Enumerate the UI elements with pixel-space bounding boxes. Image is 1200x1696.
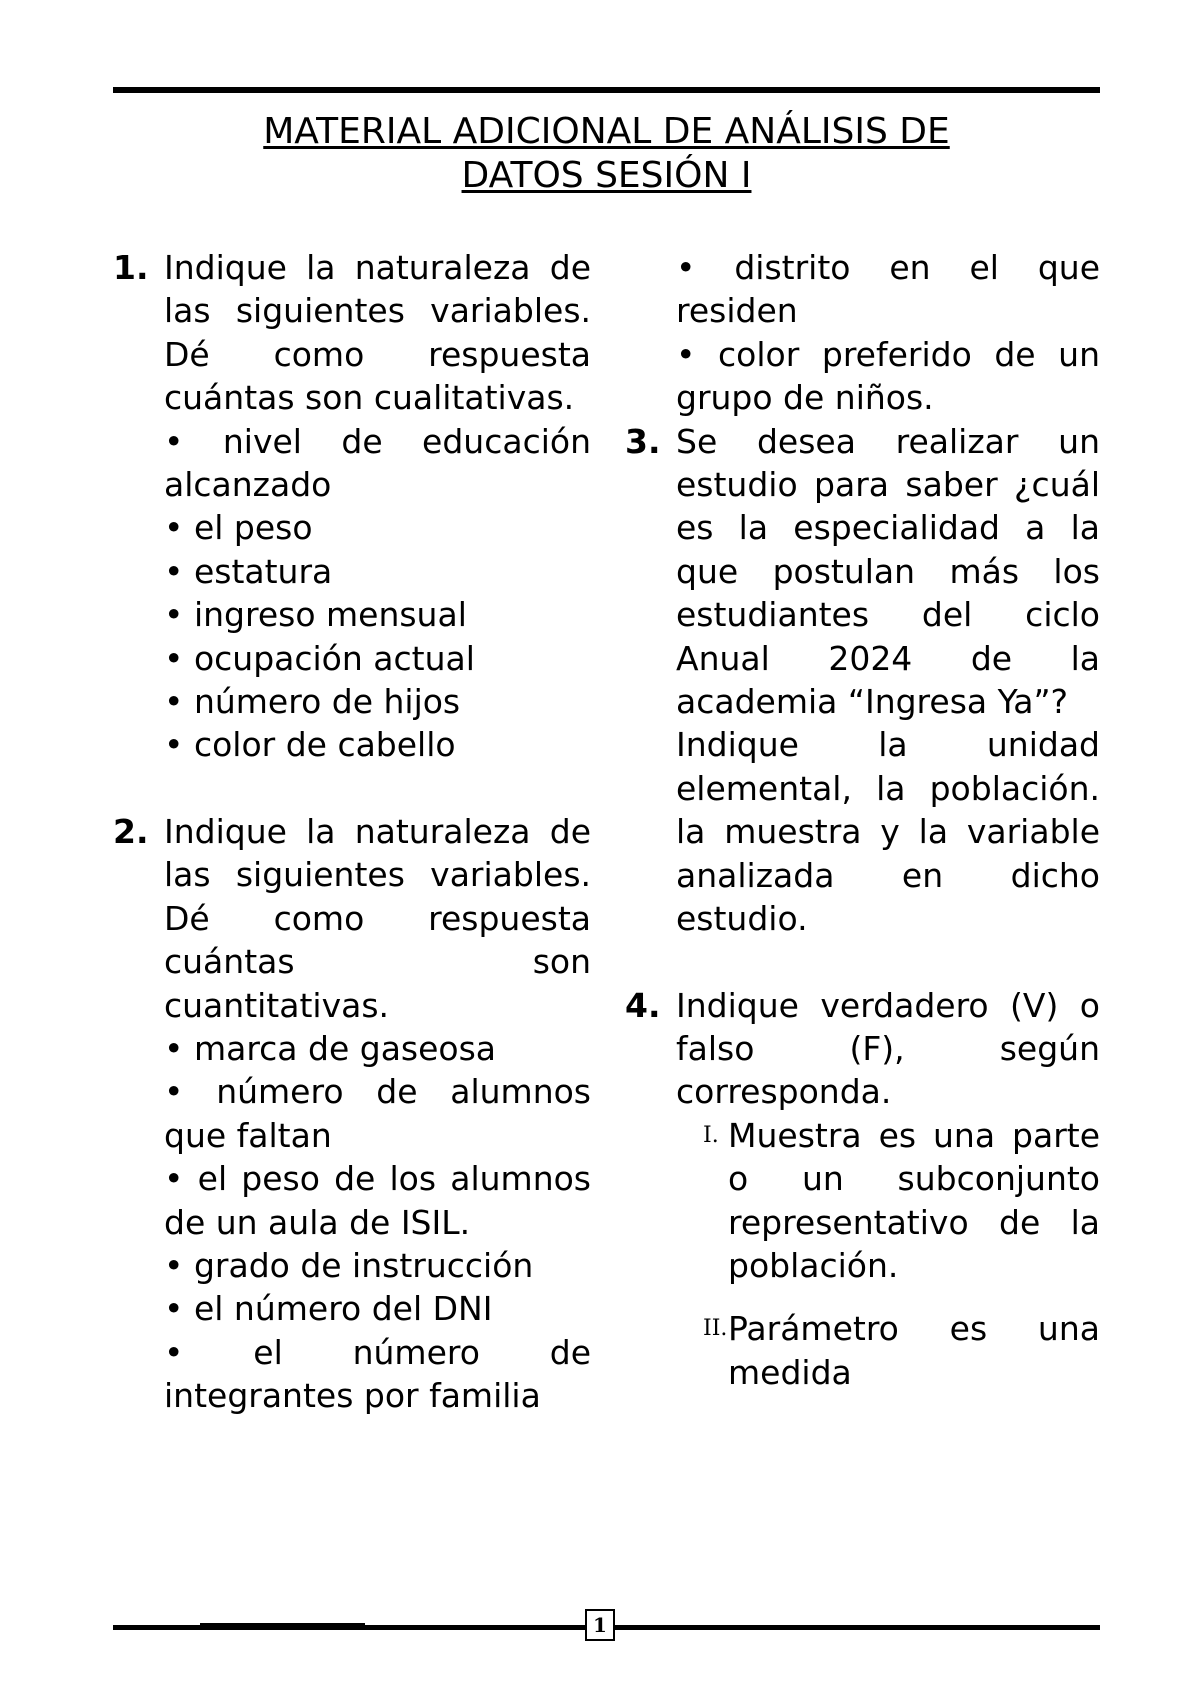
- top-rule: [113, 87, 1100, 93]
- question-text: Indique verdadero (V) o falso (F), según corresponda.: [676, 985, 1100, 1112]
- statement-numeral: I.: [703, 1122, 719, 1148]
- list-item: • número de hijos: [164, 682, 461, 722]
- list-item: • distrito en el que residen: [676, 248, 1100, 331]
- statement-text: Parámetro es una medida: [728, 1309, 1100, 1392]
- list-item: • nivel de educación alcanzado: [164, 421, 591, 505]
- bottom-rule-accent: [200, 1623, 365, 1630]
- question-1: [113, 246, 591, 767]
- right-column: [625, 246, 1100, 1394]
- list-item: • número de alumnos que faltan: [164, 1072, 591, 1155]
- question-text: Indique la naturaleza de las siguientes variables. Dé como respuesta cuántas son cuantitativas.: [164, 811, 591, 1025]
- question-instruction: Indique la unidad elemental, la población. la muestra y la variable analizada en dicho estudio.: [676, 725, 1100, 939]
- page-number: 1: [585, 1609, 615, 1641]
- list-item: • el número del DNI: [164, 1289, 493, 1329]
- list-item: • ingreso mensual: [164, 595, 467, 635]
- question-number: 4.: [625, 985, 661, 1025]
- question-number: 3.: [625, 421, 661, 461]
- list-item: • color preferido de un grupo de niños.: [676, 334, 1100, 418]
- left-column: [113, 246, 591, 1418]
- statement-numeral: II.: [703, 1316, 728, 1342]
- statement-2: [625, 1307, 1100, 1394]
- question-number: 1.: [113, 248, 149, 287]
- question-3: [625, 420, 1100, 941]
- question-text: Indique la naturaleza de las siguientes variables. Dé como respuesta cuántas son cualitativas.: [164, 248, 591, 418]
- question-text: Se desea realizar un estudio para saber ¿cuál es la especialidad a la que postulan más los estudiantes del ciclo Anual 2024 de la academia “Ingresa Ya”?: [676, 421, 1100, 722]
- page-title: [113, 110, 1100, 198]
- question-4: [625, 984, 1100, 1114]
- list-item: • el peso de los alumnos de un aula de ISIL.: [164, 1159, 591, 1242]
- question-number: 2.: [113, 811, 149, 851]
- list-item: • el número de integrantes por familia: [164, 1332, 591, 1416]
- title-line-2: DATOS SESIÓN I: [461, 155, 752, 196]
- list-item: • ocupación actual: [164, 638, 475, 678]
- list-item: • color de cabello: [164, 725, 456, 765]
- list-item: • grado de instrucción: [164, 1245, 534, 1285]
- question-2: [113, 810, 591, 1418]
- list-item: • marca de gaseosa: [164, 1028, 497, 1068]
- title-line-1: MATERIAL ADICIONAL DE ANÁLISIS DE: [263, 111, 950, 152]
- statement-1: [625, 1114, 1100, 1288]
- list-item: • el peso: [164, 508, 313, 548]
- list-item: • estatura: [164, 551, 333, 591]
- question-2-continued: [625, 246, 1100, 420]
- statement-text: Muestra es una parte o un subconjunto representativo de la población.: [728, 1115, 1100, 1285]
